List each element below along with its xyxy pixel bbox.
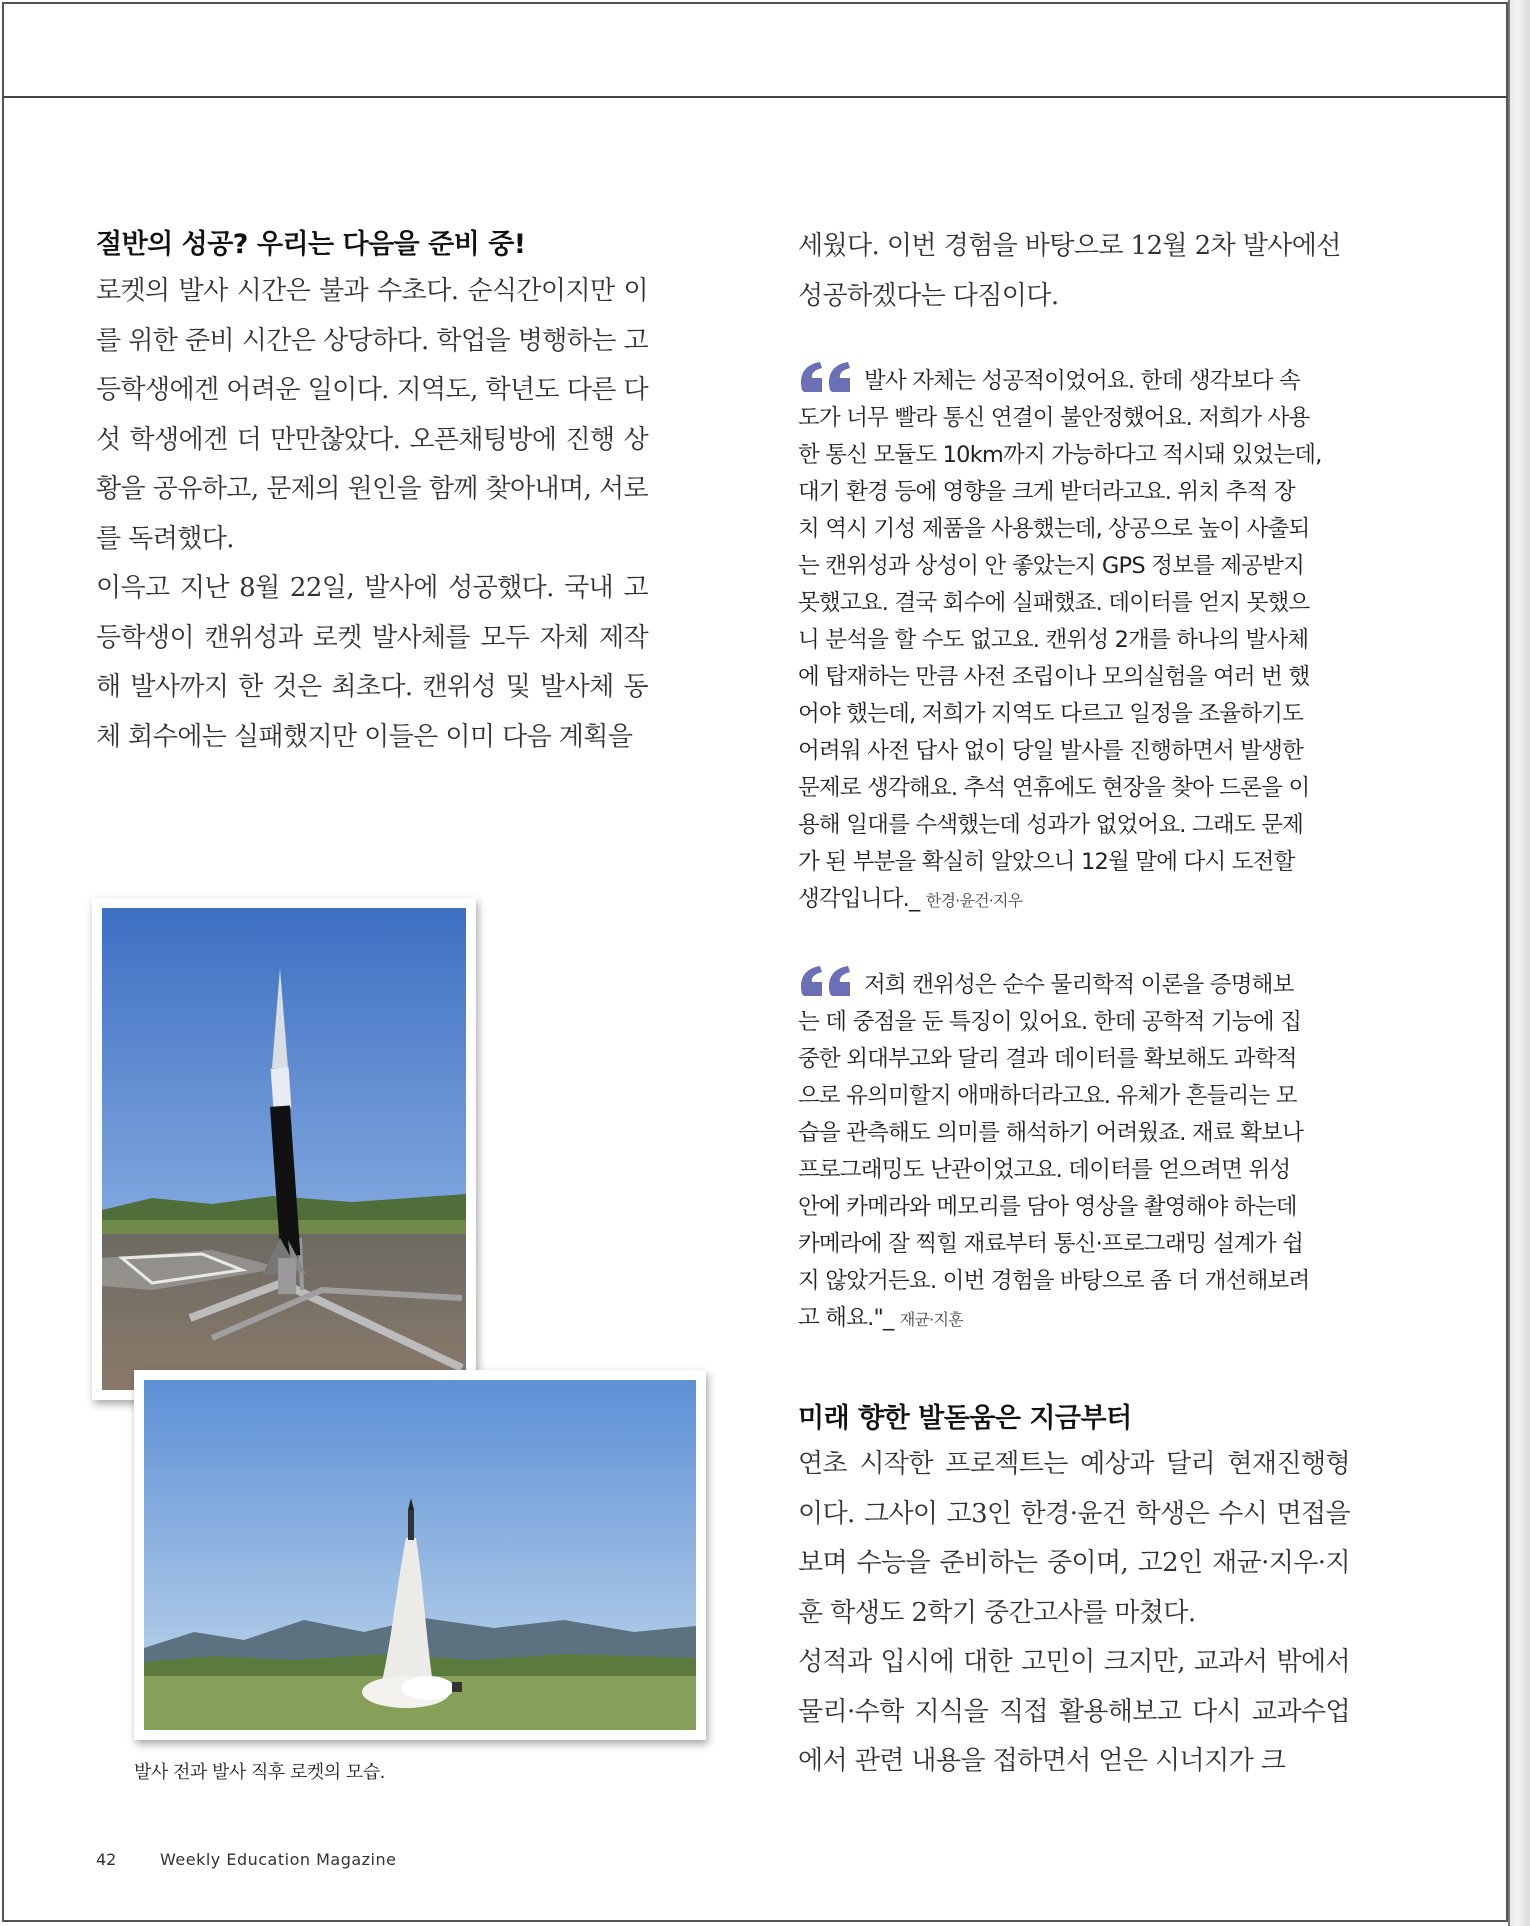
quote2-line-10: 고 해요."_: [798, 1305, 894, 1331]
quote1-line-5: 치 역시 기성 제품을 사용했는데, 상공으로 높이 사출되: [798, 516, 1310, 542]
quote1-byline: 한경·윤건·지우: [925, 891, 1023, 910]
rocket-launch-image: [134, 1370, 706, 1740]
quote1-line-15: 생각입니다._: [798, 886, 920, 912]
quote1-line-4: 대기 환경 등에 영향을 크게 받더라고요. 위치 추적 장: [798, 479, 1295, 505]
quote1-line-13: 용해 일대를 수색했는데 성과가 없었어요. 그래도 문제: [798, 812, 1304, 838]
section-heading: 절반의 성공? 우리는 다음을 준비 중!: [96, 229, 526, 260]
quote-block-1: [798, 360, 1350, 919]
quote2-line-2: 는 데 중점을 둔 특징이 있어요. 한데 공학적 기능에 집: [798, 1009, 1302, 1035]
quote2-line-7: 안에 카메라와 메모리를 담아 영상을 촬영해야 하는데: [798, 1194, 1297, 1220]
right-paragraph-2: 성적과 입시에 대한 고민이 크지만, 교과서 밖에서 물리·수학 지식을 직접 활용해보고 다시 교과수업에서 관련 내용을 접하면서 얻은 시너지가 크: [798, 1647, 1350, 1776]
rocket-launch-photo: [134, 1370, 706, 1740]
quote2-line-1: 저희 캔위성은 순수 물리학적 이론을 증명해보: [864, 972, 1294, 998]
quote2-line-3: 중한 외대부고와 달리 결과 데이터를 확보해도 과학적: [798, 1046, 1297, 1072]
quote2-line-4: 으로 유의미할지 애매하더라고요. 유체가 흔들리는 모: [798, 1083, 1297, 1109]
quote2-line-9: 지 않았거든요. 이번 경험을 바탕으로 좀 더 개선해보려: [798, 1268, 1310, 1294]
quote1-line-14: 가 된 부분을 확실히 알았으니 12월 말에 다시 도전할: [798, 849, 1295, 875]
quote1-line-6: 는 캔위성과 상성이 안 좋았는지 GPS 정보를 제공받지: [798, 553, 1305, 579]
right-intro: [798, 222, 1350, 321]
magazine-name: Weekly Education Magazine: [160, 1850, 397, 1869]
left-body: [96, 267, 648, 762]
page-edge: [1508, 0, 1530, 1926]
quote1-line-12: 문제로 생각해요. 추석 연휴에도 현장을 찾아 드론을 이: [798, 775, 1310, 801]
quote1-line-7: 못했고요. 결국 회수에 실패했죠. 데이터를 얻지 못했으: [798, 590, 1310, 616]
section-heading-2: 미래 향한 발돋움은 지금부터: [798, 1403, 1132, 1434]
page-edge-line: [1508, 0, 1510, 1926]
quote2-line-6: 프로그래밍도 난관이었고요. 데이터를 얻으려면 위성: [798, 1157, 1291, 1183]
page-number: 42: [96, 1850, 117, 1869]
quote1-line-10: 어야 했는데, 저희가 지역도 다르고 일정을 조율하기도: [798, 701, 1304, 727]
open-quote-icon: [798, 964, 856, 998]
left-paragraph-1: 로켓의 발사 시간은 불과 수초다. 순식간이지만 이를 위한 준비 시간은 상당하다. 학업을 병행하는 고등학생에겐 어려운 일이다. 지역도, 학년도 다른 다섯 학생에겐 더 만만찮았다. 오픈채팅방에 진행 상황을 공유하고, 문제의 원인을 함께 찾아내며, 서로를 독려했다.: [96, 276, 648, 554]
quote1-line-2: 도가 너무 빨라 통신 연결이 불안정했어요. 저희가 사용: [798, 405, 1310, 431]
quote2-byline: 재균·지훈: [899, 1310, 963, 1329]
left-paragraph-2: 이윽고 지난 8월 22일, 발사에 성공했다. 국내 고등학생이 캔위성과 로켓 발사체를 모두 자체 제작해 발사까지 한 것은 최초다. 캔위성 및 발사체 동체 회수에는 실패했지만 이들은 이미 다음 계획을: [96, 573, 648, 752]
quote2-line-5: 습을 관측해도 의미를 해석하기 어려웠죠. 재료 확보나: [798, 1120, 1304, 1146]
right-intro-line-1: 세웠다. 이번 경험을 바탕으로 12월 2차 발사에선: [798, 231, 1341, 261]
photo-caption: 발사 전과 발사 직후 로켓의 모습.: [134, 1762, 385, 1783]
quote2-line-8: 카메라에 잘 찍힐 재료부터 통신·프로그래밍 설계가 쉽: [798, 1231, 1304, 1257]
rocket-pad-image: [92, 898, 476, 1400]
right-body: [798, 1440, 1350, 1787]
right-intro-line-2: 성공하겠다는 다짐이다.: [798, 280, 1059, 311]
quote1-line-1: 발사 자체는 성공적이었어요. 한데 생각보다 속: [864, 368, 1300, 394]
quote1-line-8: 니 분석을 할 수도 없고요. 캔위성 2개를 하나의 발사체: [798, 627, 1309, 653]
quote1-line-11: 어려워 사전 답사 없이 당일 발사를 진행하면서 발생한: [798, 738, 1304, 764]
rocket-pad-photo: [92, 898, 476, 1400]
right-paragraph-1: 연초 시작한 프로젝트는 예상과 달리 현재진행형이다. 그사이 고3인 한경·윤건 학생은 수시 면접을 보며 수능을 준비하는 중이며, 고2인 재균·지우·지훈 학생도 2학기 중간고사를 마쳤다.: [798, 1449, 1350, 1628]
quote1-line-3: 한 통신 모듈도 10km까지 가능하다고 적시돼 있었는데,: [798, 442, 1322, 468]
open-quote-icon: [798, 360, 856, 394]
quote1-line-9: 에 탑재하는 만큼 사전 조립이나 모의실험을 여러 번 했: [798, 664, 1310, 690]
top-rule: [2, 96, 1512, 98]
quote-block-2: [798, 964, 1350, 1338]
